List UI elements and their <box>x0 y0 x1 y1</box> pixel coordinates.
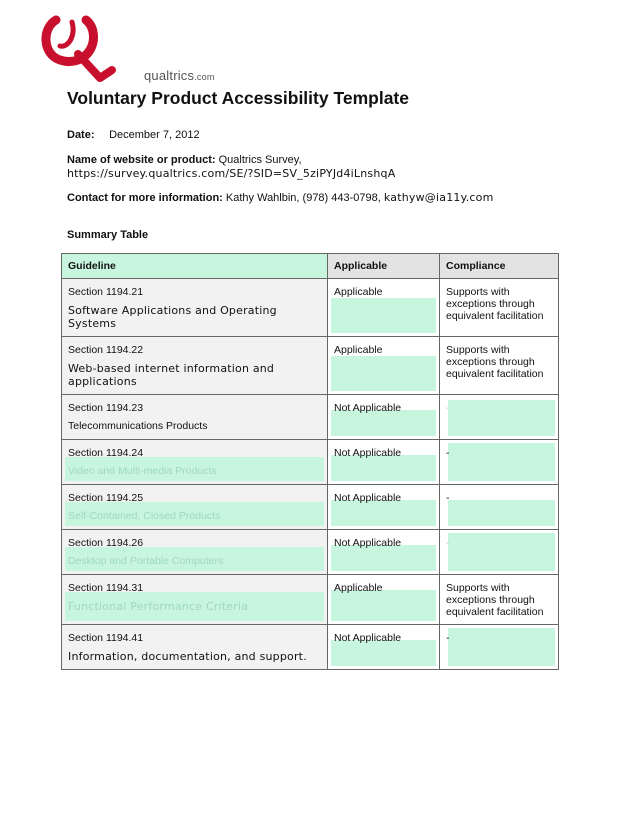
section-description: Self-Contained, Closed Products <box>68 510 221 522</box>
summary-heading: Summary Table <box>67 229 149 241</box>
compliance-value: - <box>446 492 450 504</box>
table-row <box>62 530 559 575</box>
table-row <box>62 485 559 530</box>
section-number: Section 1194.31 <box>68 582 144 594</box>
section-description: Web-based internet information and applications <box>68 362 275 388</box>
section-number: Section 1194.24 <box>68 447 144 459</box>
compliance-value: - <box>446 447 450 459</box>
table-header-row <box>62 254 559 279</box>
qualtrics-logo <box>38 14 215 86</box>
logo-wordmark: qualtrics <box>144 68 195 83</box>
section-number: Section 1194.26 <box>68 537 144 549</box>
compliance-value: - <box>446 537 450 549</box>
compliance-value: - <box>446 632 450 644</box>
applicable-value: Not Applicable <box>334 632 402 644</box>
guideline-cell <box>62 485 328 530</box>
applicable-cell <box>328 337 440 395</box>
header-compliance: Compliance <box>440 254 559 279</box>
guideline-cell <box>62 440 328 485</box>
section-number: Section 1194.41 <box>68 632 144 644</box>
applicable-value: Applicable <box>334 582 383 594</box>
section-number: Section 1194.21 <box>68 286 144 298</box>
table-row <box>62 279 559 337</box>
website-block <box>67 154 395 181</box>
compliance-value: - <box>446 402 450 414</box>
date-label: Date: <box>67 129 95 141</box>
compliance-cell <box>440 395 559 440</box>
table-row <box>62 337 559 395</box>
page-title: Voluntary Product Accessibility Template <box>67 88 409 108</box>
section-description: Telecommunications Products <box>68 420 208 432</box>
compliance-cell <box>440 337 559 395</box>
compliance-value: Supports with exceptions through equivalent facilitation <box>446 286 544 322</box>
contact-label: Contact for more information: <box>67 192 223 204</box>
section-number: Section 1194.22 <box>68 344 144 356</box>
applicable-cell <box>328 279 440 337</box>
applicable-value: Not Applicable <box>334 537 402 549</box>
header-guideline: Guideline <box>62 254 328 279</box>
compliance-cell <box>440 575 559 625</box>
section-number: Section 1194.25 <box>68 492 144 504</box>
website-value-line1: Qualtrics Survey, <box>218 154 302 166</box>
table-row <box>62 625 559 670</box>
applicable-cell <box>328 625 440 670</box>
table-row <box>62 575 559 625</box>
section-number: Section 1194.23 <box>68 402 144 414</box>
guideline-cell <box>62 575 328 625</box>
compliance-cell <box>440 530 559 575</box>
date-line <box>67 129 200 142</box>
applicable-value: Not Applicable <box>334 447 402 459</box>
contact-value: Kathy Wahlbin, (978) 443-0798, <box>225 192 381 204</box>
table-row <box>62 395 559 440</box>
contact-line <box>67 191 494 205</box>
applicable-cell <box>328 395 440 440</box>
section-description: Functional Performance Criteria <box>68 600 249 613</box>
table-row <box>62 440 559 485</box>
applicable-cell <box>328 440 440 485</box>
applicable-cell <box>328 575 440 625</box>
header-applicable: Applicable <box>328 254 440 279</box>
guideline-cell <box>62 530 328 575</box>
applicable-cell <box>328 530 440 575</box>
section-description: Video and Multi-media Products <box>68 465 217 477</box>
guideline-cell <box>62 625 328 670</box>
compliance-cell <box>440 440 559 485</box>
section-description: Information, documentation, and support. <box>68 650 307 663</box>
guideline-cell <box>62 337 328 395</box>
compliance-cell <box>440 625 559 670</box>
section-description: Software Applications and Operating Systems <box>68 304 277 330</box>
logo-domain: .com <box>194 72 215 82</box>
compliance-cell <box>440 485 559 530</box>
applicable-cell <box>328 485 440 530</box>
guideline-cell <box>62 279 328 337</box>
summary-table <box>61 253 559 670</box>
applicable-value: Applicable <box>334 344 383 356</box>
compliance-value: Supports with exceptions through equivalent facilitation <box>446 344 544 380</box>
applicable-value: Not Applicable <box>334 492 402 504</box>
compliance-value: Supports with exceptions through equivalent facilitation <box>446 582 544 618</box>
contact-email-link[interactable]: kathyw@ia11y.com <box>383 191 494 204</box>
applicable-value: Not Applicable <box>334 402 402 414</box>
guideline-cell <box>62 395 328 440</box>
applicable-value: Applicable <box>334 286 383 298</box>
date-value: December 7, 2012 <box>109 129 200 141</box>
section-description: Desktop and Portable Computers <box>68 555 224 567</box>
compliance-cell <box>440 279 559 337</box>
website-url[interactable]: https://survey.qualtrics.com/SE/?SID=SV_5ziPYJd4iLnshqA <box>67 167 396 180</box>
website-label: Name of website or product: <box>67 154 216 166</box>
